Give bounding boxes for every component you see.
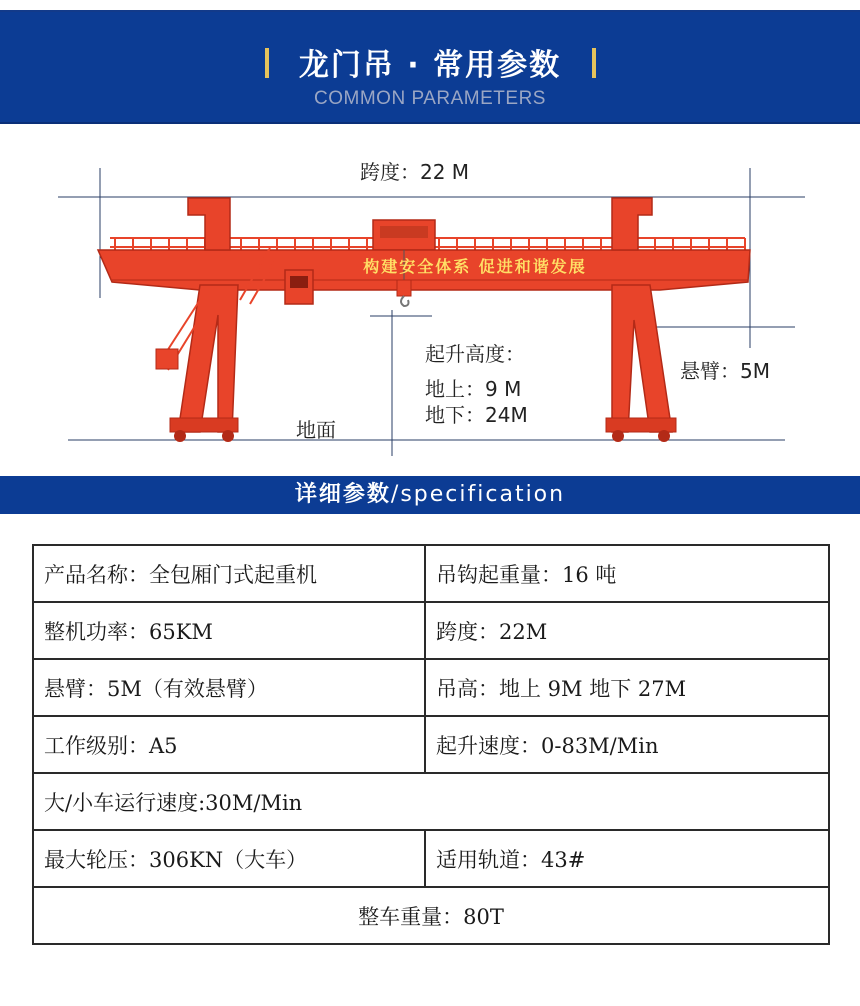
spec-cell: 整车重量：80T (33, 887, 829, 944)
ground-label: 地面 (296, 418, 336, 442)
span-label: 跨度：22 M (360, 160, 470, 184)
spec-cell: 悬臂：5M（有效悬臂） (33, 659, 425, 716)
table-row (33, 716, 829, 773)
lift-below-ground: 地下：24M (425, 403, 528, 427)
spec-cell: 工作级别：A5 (33, 716, 425, 773)
cantilever-label: 悬臂：5M (680, 359, 770, 383)
left-top-frame (188, 198, 230, 250)
table-row (33, 830, 829, 887)
hook (401, 296, 409, 306)
right-top-frame (612, 198, 652, 250)
right-bogie (606, 418, 676, 432)
hook-block (397, 280, 411, 296)
left-platform (156, 349, 178, 369)
specification-table (32, 544, 830, 945)
specification-banner (0, 476, 860, 514)
spec-cell: 大/小车运行速度:30M/Min (33, 773, 829, 830)
spec-cell: 跨度：22M (425, 602, 829, 659)
spec-cell: 起升速度：0-83M/Min (425, 716, 829, 773)
table-row (33, 545, 829, 602)
crane-diagram (0, 120, 860, 475)
specification-title-en: /specification (390, 482, 566, 507)
lift-above-ground: 地上：9 M (425, 377, 522, 401)
left-bogie (170, 418, 238, 432)
spec-cell: 整机功率：65KM (33, 602, 425, 659)
table-row (33, 773, 829, 830)
left-leg (178, 285, 238, 432)
spec-cell: 产品名称：全包厢门式起重机 (33, 545, 425, 602)
spec-cell: 吊高：地上 9M 地下 27M (425, 659, 829, 716)
table-row (33, 659, 829, 716)
right-leg (612, 285, 672, 432)
spec-cell: 适用轨道：43# (425, 830, 829, 887)
spec-cell: 吊钩起重量：16 吨 (425, 545, 829, 602)
lift-height-title: 起升高度： (425, 342, 525, 366)
page-subtitle: COMMON PARAMETERS (314, 88, 546, 109)
table-row (33, 602, 829, 659)
specification-title-zh: 详细参数 (294, 482, 391, 507)
spec-cell: 最大轮压：306KN（大车） (33, 830, 425, 887)
trolley-window (380, 226, 428, 238)
header-banner (0, 10, 860, 124)
table-row (33, 887, 829, 944)
page-title: 龙门吊 · 常用参数 (298, 48, 562, 83)
girder-banner: 构建安全体系 促进和谐发展 (363, 257, 587, 276)
